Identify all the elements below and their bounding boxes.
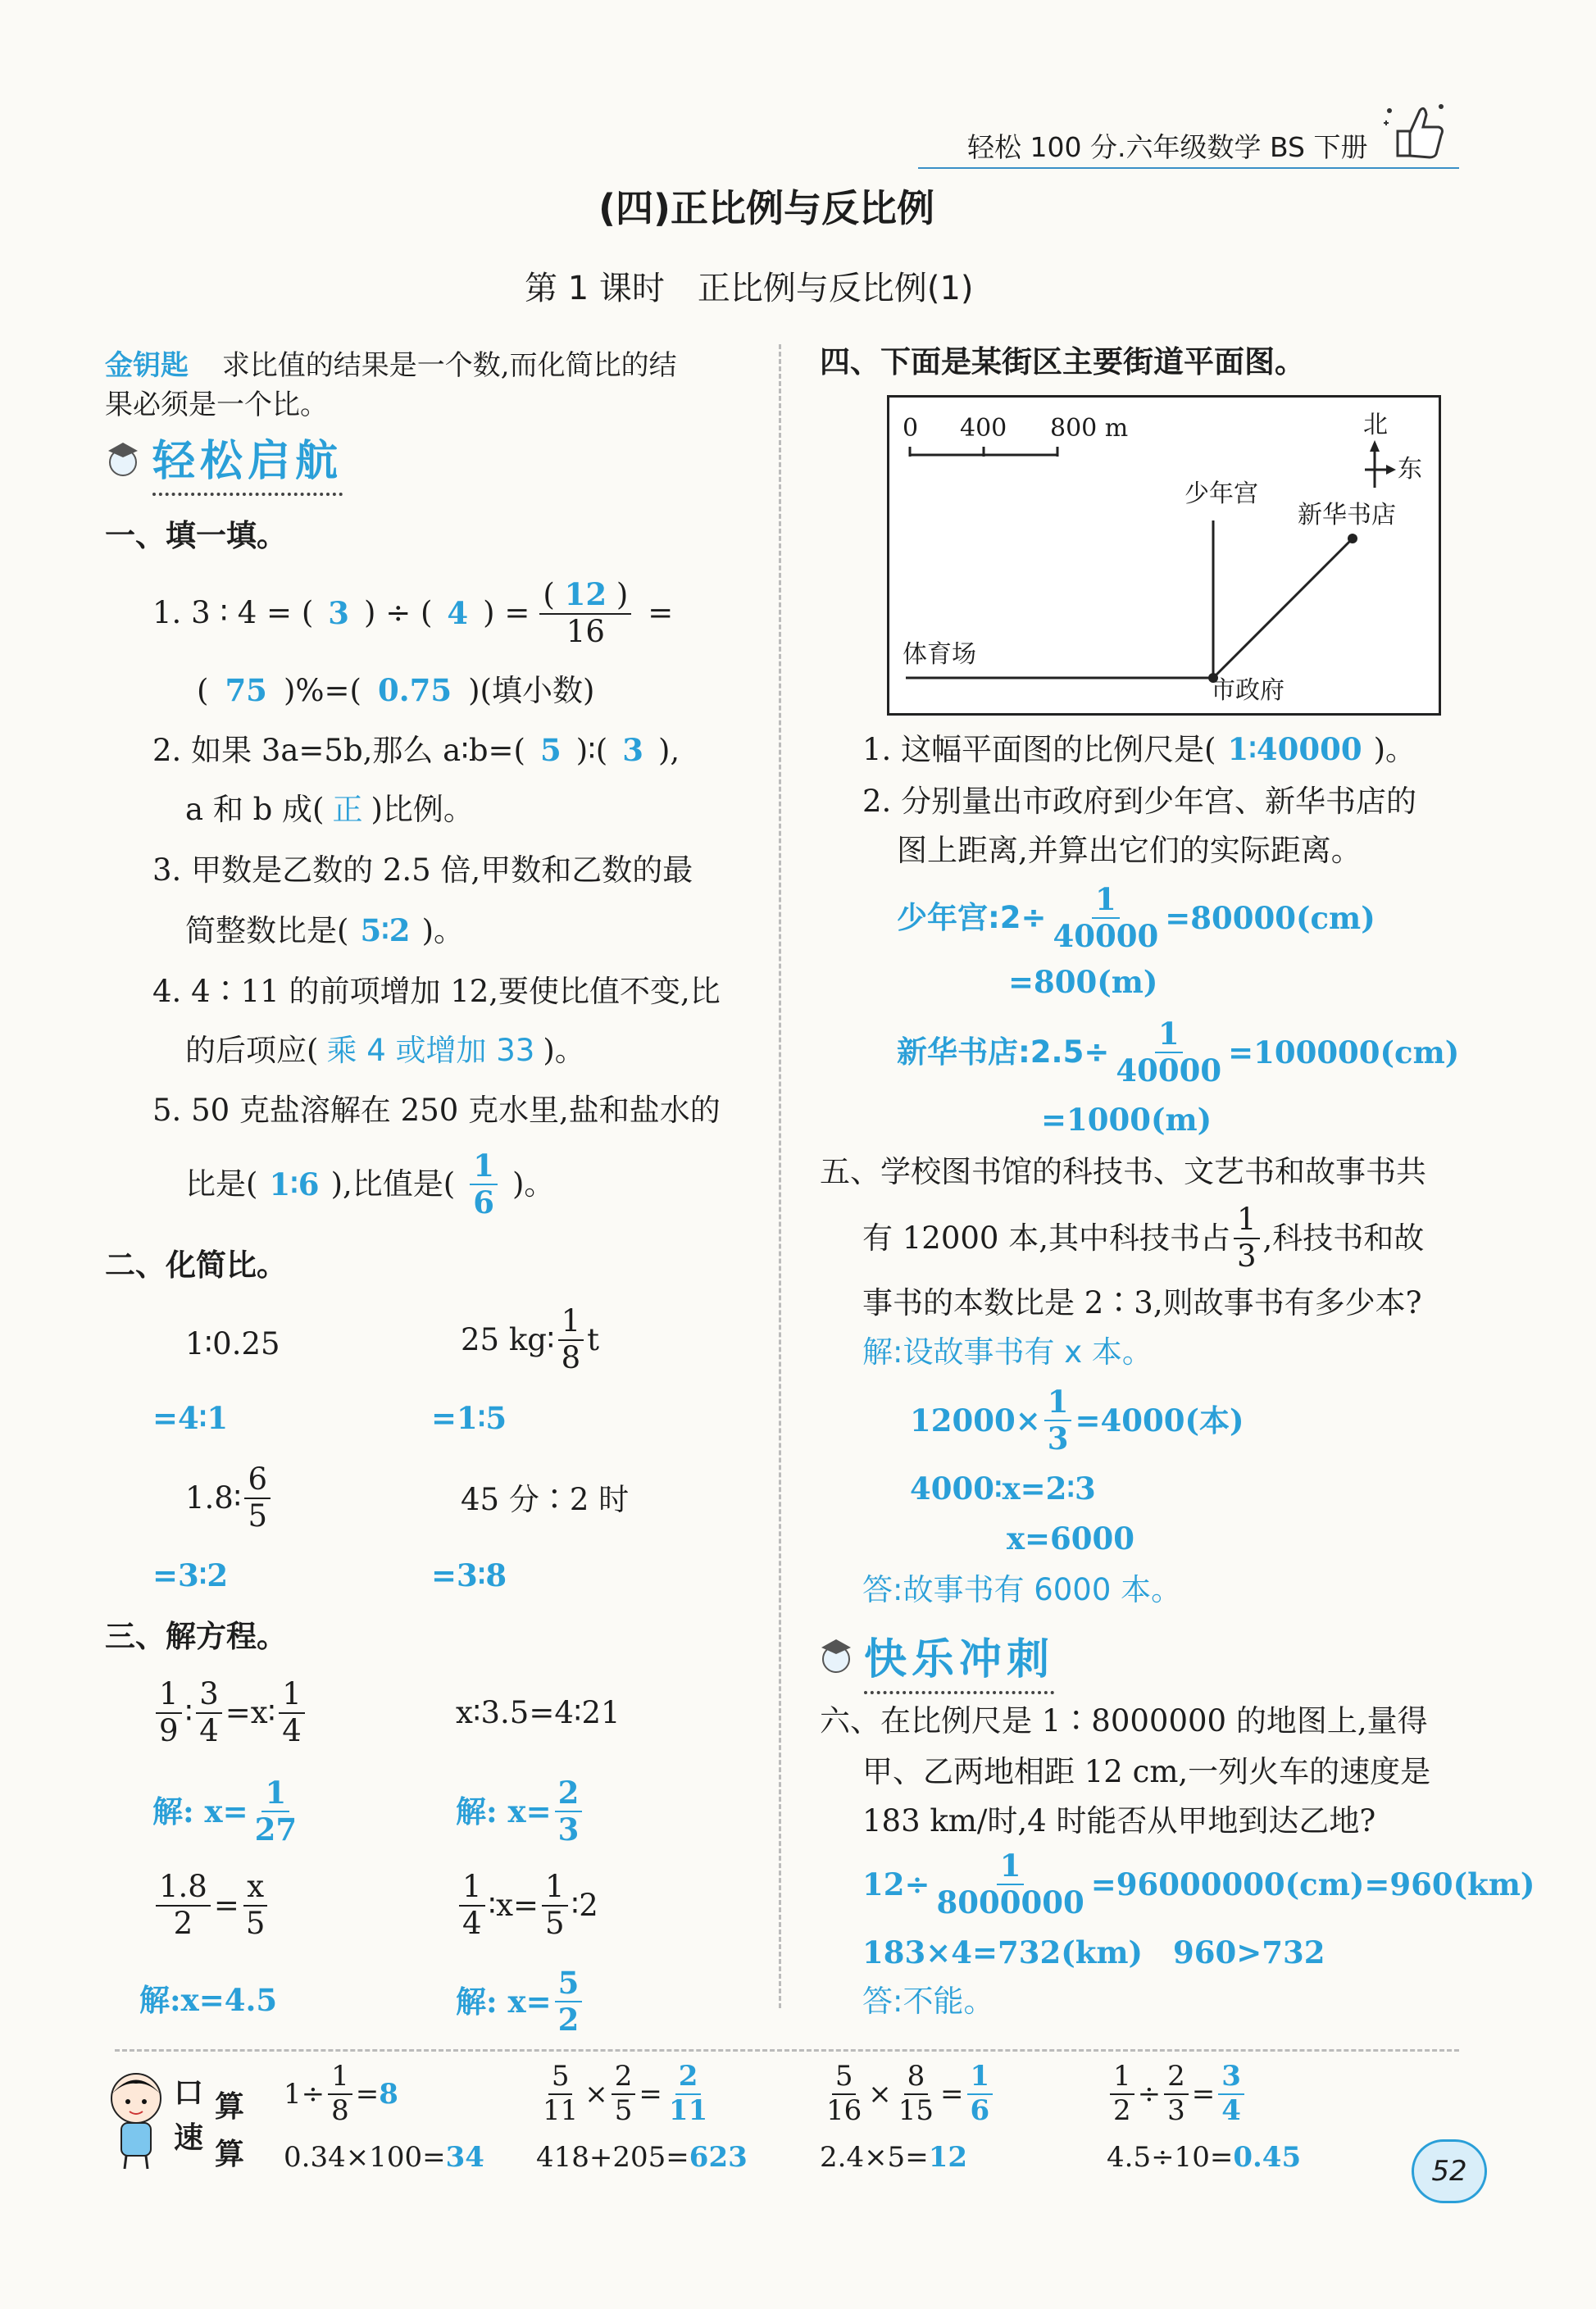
q6-sol3: 答:不能。 xyxy=(862,1984,994,2019)
q6-line2: 甲、乙两地相距 12 cm,一列火车的速度是 xyxy=(862,1754,1431,1789)
oral-label-a: 口 xyxy=(174,2076,204,2110)
map-gov: 市政府 xyxy=(1211,676,1285,705)
key-tip xyxy=(105,349,677,383)
q3-e4-answer: 解: x= $\frac{5}{2}$ xyxy=(456,1961,585,2043)
bottom-divider xyxy=(115,2049,1459,2052)
q4-sol1: 少年宫:2÷ $\frac{1}{40000}$ =80000(cm) xyxy=(897,881,1375,954)
q4-heading: 四、下面是某街区主要街道平面图。 xyxy=(820,344,1305,380)
book-title: 轻松 100 分.六年级数学 BS 下册 xyxy=(967,131,1368,163)
map-east: 东 xyxy=(1398,455,1422,484)
q2-p2: 25 kg∶ $\frac{1}{8}$ t xyxy=(461,1303,599,1375)
q4-sol1-b: =800(m) xyxy=(1008,964,1158,1000)
q4-item2: 2. 分别量出市政府到少年宫、新华书店的 xyxy=(862,784,1417,819)
mascot-icon xyxy=(98,434,148,484)
oral-d2: 4.5÷10=0.45 xyxy=(1107,2141,1302,2174)
q1-heading: 一、填一填。 xyxy=(105,518,287,553)
map-youth-palace: 少年宫 xyxy=(1184,480,1258,508)
q4-sol2-b: =1000(m) xyxy=(1041,1102,1212,1138)
q5-line2: 有 12000 本,其中科技书占 $\frac{1}{3}$ ,科技书和故 xyxy=(862,1202,1425,1274)
q2-heading: 二、化简比。 xyxy=(105,1248,287,1283)
column-divider xyxy=(779,344,781,2008)
q6-line1: 六、在比例尺是 1∶8000000 的地图上,量得 xyxy=(820,1703,1428,1739)
q2-p2-answer: =1∶5 xyxy=(431,1400,507,1436)
q2-p4-answer: =3∶8 xyxy=(431,1557,507,1593)
key-tip-label: 金钥匙 xyxy=(105,349,189,382)
section-kuaile: 快乐冲刺 xyxy=(864,1625,1054,1694)
map-scale-800: 800 m xyxy=(1050,414,1129,443)
oral-d1: $\frac{1}{2}$ ÷ $\frac{2}{3}$ = $\frac{3}{4}$ xyxy=(1107,2057,1248,2131)
oral-b2: 418+205=623 xyxy=(536,2141,748,2174)
lesson-title: 第 1 课时 正比例与反比例(1) xyxy=(525,270,974,307)
oral-b1: $\frac{5}{11}$ × $\frac{2}{5}$ = $\frac{2}{11}$ xyxy=(543,2060,708,2127)
q2-p3: 1.8∶ $\frac{6}{5}$ xyxy=(185,1461,274,1535)
q5-sol1: 解:设故事书有 x 本。 xyxy=(862,1334,1153,1370)
oral-label-d: 算 xyxy=(215,2138,245,2171)
q2-p3-answer: =3∶2 xyxy=(152,1557,229,1593)
q5-sol3: 4000∶x=2∶3 xyxy=(910,1470,1096,1507)
q1-item3-line2: 简整数比是( 5∶2 )。 xyxy=(185,912,464,948)
q5-sol4: x=6000 xyxy=(1007,1520,1135,1557)
q3-heading: 三、解方程。 xyxy=(105,1619,287,1654)
q1-item1-line2: ( 75 )%=( 0.75 )(填小数) xyxy=(197,672,595,708)
map-north: 北 xyxy=(1363,411,1388,439)
kid-mascot-icon xyxy=(103,2066,169,2172)
map-scale-400: 400 xyxy=(960,414,1007,443)
oral-label-b: 算 xyxy=(215,2090,245,2124)
q3-e4: $\frac{1}{4}$ ∶x= $\frac{1}{5}$ ∶2 xyxy=(456,1865,598,1947)
q6-sol1: 12÷ $\frac{1}{8000000}$ =96000000(cm)=960(km) xyxy=(862,1848,1535,1920)
oral-a1: 1÷ $\frac{1}{8}$ = 8 xyxy=(284,2060,398,2127)
mascot-icon-2 xyxy=(812,1631,861,1680)
key-tip-text-2: 果必须是一个比。 xyxy=(105,389,328,421)
q5-sol2: 12000× $\frac{1}{3}$ =4000(本) xyxy=(910,1384,1244,1457)
section-qingsong: 轻松启航 xyxy=(152,426,343,496)
q6-sol2: 183×4=732(km) 960>732 xyxy=(862,1934,1325,1970)
q2-p1-answer: =4∶1 xyxy=(152,1400,229,1436)
q6-line3: 183 km/时,4 时能否从甲地到达乙地? xyxy=(862,1803,1376,1839)
q1-item5-line2: 比是( 1∶6 ),比值是( $\frac{1}{6}$ )。 xyxy=(185,1148,555,1220)
q5-line3: 事书的本数比是 2∶3,则故事书有多少本? xyxy=(862,1285,1422,1320)
street-map xyxy=(887,395,1441,716)
q3-e3-answer: 解:x=4.5 xyxy=(139,1982,278,2018)
map-scale-0: 0 xyxy=(903,414,919,443)
q3-e1: $\frac{1}{9}$ ∶ $\frac{3}{4}$ =x∶ $\frac{1}{4}$ xyxy=(152,1672,308,1754)
q4-sol2: 新华书店:2.5÷ $\frac{1}{40000}$ =100000(cm) xyxy=(897,1016,1460,1089)
map-bookstore: 新华书店 xyxy=(1298,501,1396,530)
q5-sol5: 答:故事书有 6000 本。 xyxy=(862,1572,1182,1607)
unit-title: (四)正比例与反比例 xyxy=(598,186,935,230)
q5-line1: 五、学校图书馆的科技书、文艺书和故事书共 xyxy=(820,1154,1426,1189)
q1-item4-line2: 的后项应( 乘 4 或增加 33 )。 xyxy=(185,1033,585,1068)
q1-item2: 2. 如果 3a=5b,那么 a∶b=( 5 )∶( 3 ), xyxy=(152,732,680,768)
q2-p4: 45 分∶2 时 xyxy=(461,1482,630,1517)
page-number: 52 xyxy=(1431,2155,1467,2188)
q3-e1-answer: 解: x= $\frac{1}{27}$ xyxy=(152,1775,298,1848)
oral-c2: 2.4×5=12 xyxy=(820,2141,968,2174)
page-number-badge xyxy=(1412,2139,1487,2203)
q4-item1: 1. 这幅平面图的比例尺是( 1∶40000 )。 xyxy=(862,731,1416,767)
oral-a2: 0.34×100=34 xyxy=(284,2141,484,2174)
q4-item2-line2: 图上距离,并算出它们的实际距离。 xyxy=(897,833,1362,868)
oral-label-c: 速 xyxy=(174,2121,204,2155)
map-stadium: 体育场 xyxy=(903,640,976,669)
oral-c1: $\frac{5}{16}$ × $\frac{8}{15}$ = $\frac{1}{6}$ xyxy=(820,2057,996,2131)
q1-item2-line2: a 和 b 成( 正 )比例。 xyxy=(185,792,474,827)
thumbs-up-icon xyxy=(1377,90,1451,164)
q1-item5: 5. 50 克盐溶解在 250 克水里,盐和盐水的 xyxy=(152,1093,721,1128)
q1-item3: 3. 甲数是乙数的 2.5 倍,甲数和乙数的最 xyxy=(152,852,693,888)
q2-p1: 1∶0.25 xyxy=(185,1326,280,1361)
header-rule xyxy=(918,167,1459,169)
q3-e3: $\frac{1.8}{2}$ = $\frac{x}{5}$ xyxy=(152,1865,271,1947)
q3-e2-answer: 解: x= $\frac{2}{3}$ xyxy=(456,1770,585,1852)
q1-item4: 4. 4∶11 的前项增加 12,要使比值不变,比 xyxy=(152,974,721,1009)
key-tip-text: 求比值的结果是一个数,而化简比的结 xyxy=(221,349,677,382)
q1-item1: 1. 3 ∶ 4 = ( 3 ) ÷ ( 4 ) = $\frac{( 12 )}{16}$ = xyxy=(152,576,674,649)
q3-e2: x∶3.5=4∶21 xyxy=(456,1695,621,1730)
